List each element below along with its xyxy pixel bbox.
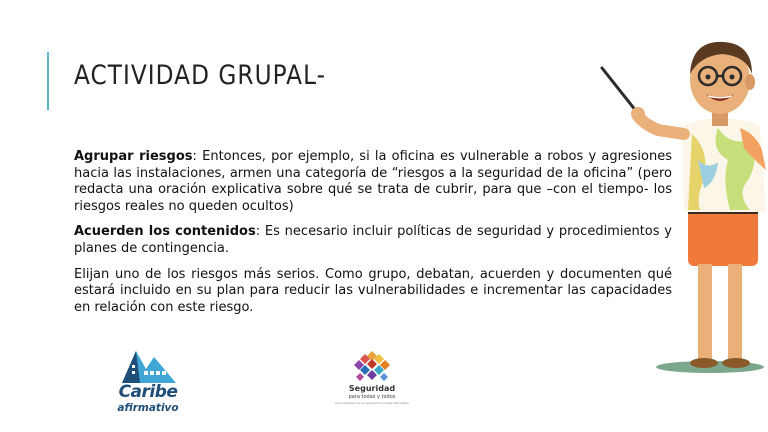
paragraph-lead: Acuerden los contenidos [74,224,256,240]
caribe-film-strip-icon [116,349,180,385]
paragraph-agree-contents [74,224,672,257]
paragraph-group-risks [74,149,672,215]
paragraph-text: : Es necesario incluir políticas de seguridad y procedimientos y planes de contingencia. [74,224,672,256]
paragraph-choose-risk [74,267,672,317]
seguridad-logo-fineprint: Una iniciativa de la Agrupación Caribe Afirmativo [335,401,409,405]
seguridad-logo-name: Seguridad [348,384,396,393]
slide-title: ACTIVIDAD GRUPAL- [74,60,327,91]
teacher-with-pointer-illustration [600,30,768,380]
caribe-afirmativo-logo [108,349,188,423]
slide-body [74,149,672,325]
caribe-logo-subtitle: afirmativo [117,402,179,414]
seguridad-logo [333,350,411,410]
seguridad-logo-subtitle: para todas y todos [348,394,396,400]
seguridad-mosaic-icon [352,350,392,384]
paragraph-text: Elijan uno de los riesgos más serios. Como grupo, debatan, acuerden y documenten qué estará incluido en su plan para reducir las vulnerabilidades e incrementar las capacidades en relación con este riesgo. [74,266,672,315]
caribe-logo-name: Caribe [118,382,178,402]
paragraph-lead: Agrupar riesgos [74,149,193,164]
paragraph-text: : Entonces, por ejemplo, si la oficina es vulnerable a robos y agresiones hacia las instalaciones, armen una categoría de “riesgos a la seguridad de la oficina” (pero redacta una oración explicativa sobre qué se trata de cubrir, para que –con el tiempo- los riesgos reales no queden ocultos) [74,149,673,214]
title-accent-bar [47,52,49,110]
